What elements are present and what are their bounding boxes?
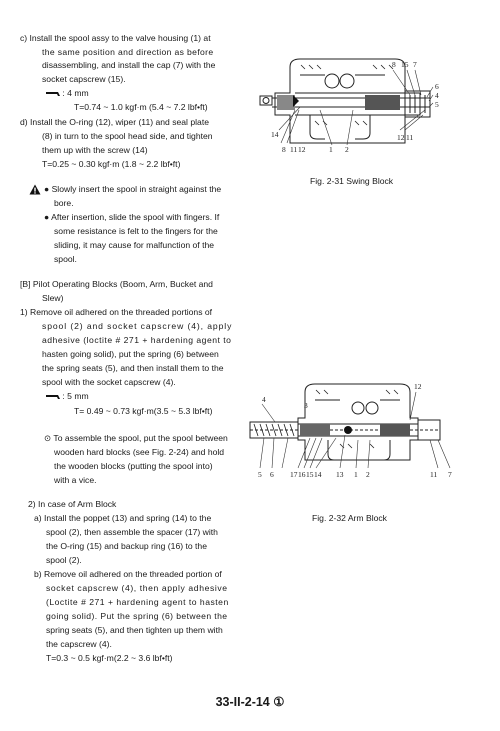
hex-wrench-icon — [46, 394, 60, 400]
torque-c: T=0.74 ~ 1.0 kgf·m (5.4 ~ 7.2 lbf•ft) — [74, 102, 208, 112]
swing-block-drawing — [255, 55, 450, 160]
torque-d: T=0.25 ~ 0.30 kgf·m (1.8 ~ 2.2 lbf•ft) — [42, 159, 181, 169]
wrench-spec-b1 — [46, 390, 89, 404]
b2-line6: b) Remove oil adhered on the threaded portion of — [34, 569, 222, 579]
b1-line6: spool with the socket capscrew (4). — [42, 377, 176, 387]
fig1-label-8b: 8 — [282, 145, 286, 154]
fig1-label-12b: 12 — [397, 133, 405, 142]
fig1-label-7: 7 — [413, 60, 417, 69]
b2-line10: spring seats (5), and then tighten up them with — [46, 625, 223, 635]
fig2-label-1: 1 — [354, 470, 358, 479]
step-c-line4: socket capscrew (15). — [42, 74, 126, 84]
arm-block-drawing — [240, 380, 465, 488]
wrench-size-b1: : 5 mm — [62, 391, 89, 401]
section-b-title-line1: [B] Pilot Operating Blocks (Boom, Arm, Bucket and — [20, 279, 213, 289]
b1-line1: 1) Remove oil adhered on the threaded portions of — [20, 307, 213, 317]
warn-line2: bore. — [54, 198, 74, 208]
b2-line4: the O-ring (15) and backup ring (16) to the — [46, 541, 207, 551]
warn-line5: sliding, it may cause for malfunction of the — [54, 240, 215, 250]
note-line1: ⊙ To assemble the spool, put the spool between — [44, 433, 228, 443]
fig2-label-16: 16 — [298, 470, 306, 479]
step-d-line1: d) Install the O-ring (12), wiper (11) and seal plate — [20, 117, 209, 127]
warn-line6: spool. — [54, 254, 77, 264]
fig1-label-11b: 11 — [406, 133, 414, 142]
step-c-line2: the same position and direction as before — [42, 47, 214, 57]
note-line3: the wooden blocks (putting the spool into) — [54, 461, 213, 471]
b2-line5: spool (2). — [46, 555, 82, 565]
fig1-label-5: 5 — [435, 100, 439, 109]
fig1-label-14: 14 — [271, 130, 279, 139]
step-d-line3: them up with the screw (14) — [42, 145, 148, 155]
fig1-label-4: 4 — [435, 91, 439, 100]
fig2-label-4: 4 — [262, 395, 266, 404]
note-line4: with a vice. — [54, 475, 97, 485]
warn-line4: some resistance is felt to the fingers for the — [54, 226, 218, 236]
fig1-caption: Fig. 2-31 Swing Block — [310, 176, 394, 186]
b2-line3: spool (2), then assemble the spacer (17) with — [46, 527, 218, 537]
fig2-caption: Fig. 2-32 Arm Block — [312, 513, 387, 523]
fig2-label-17: 17 — [290, 470, 298, 479]
torque-b2: T=0.3 ~ 0.5 kgf·m(2.2 ~ 3.6 lbf•ft) — [46, 653, 173, 663]
b2-line7: socket capscrew (4), then apply adhesive — [46, 583, 228, 593]
wrench-size-c: : 4 mm — [62, 88, 89, 98]
b1-line4: hasten going solid), put the spring (6) between — [42, 349, 219, 359]
fig1-label-8: 8 — [392, 60, 396, 69]
b2-line11: the capscrew (4). — [46, 639, 112, 649]
warn-line3: ● After insertion, slide the spool with fingers. If — [44, 212, 220, 222]
fig1-label-12: 12 — [298, 145, 306, 154]
fig2-label-15: 15 — [306, 470, 314, 479]
fig2-label-14: 14 — [314, 470, 322, 479]
fig1-label-1: 1 — [329, 145, 333, 154]
b1-line2: spool (2) and socket capscrew (4), apply — [42, 321, 233, 331]
section-b-title-line2: Slew) — [42, 293, 64, 303]
step-c-line3: disassembling, and install the cap (7) with the — [42, 60, 216, 70]
note-line2: wooden hard blocks (see Fig. 2-24) and hold — [54, 447, 225, 457]
fig2-label-2: 2 — [366, 470, 370, 479]
fig2-label-7: 7 — [448, 470, 452, 479]
torque-b1: T= 0.49 ~ 0.73 kgf·m(3.5 ~ 5.3 lbf•ft) — [74, 406, 213, 416]
fig2-label-3: 3 — [304, 401, 308, 410]
b2-line1: 2) In case of Arm Block — [28, 499, 117, 509]
warning-icon — [29, 184, 41, 195]
b2-line8: (Loctite # 271 + hardening agent to hasten — [46, 597, 229, 607]
b1-line3: adhesive (loctite # 271 + hardening agent to — [42, 335, 232, 345]
fig2-label-12: 12 — [414, 382, 422, 391]
wrench-spec-c — [46, 87, 89, 101]
fig1-label-6: 6 — [435, 82, 439, 91]
fig2-label-11: 11 — [430, 470, 438, 479]
step-d-line2: (8) in turn to the spool head side, and tighten — [42, 131, 213, 141]
hex-wrench-icon — [46, 91, 60, 97]
fig2-label-5: 5 — [258, 470, 262, 479]
b2-line2: a) Install the poppet (13) and spring (14) to the — [34, 513, 212, 523]
b1-line5: the spring seats (5), and then install them to the — [42, 363, 224, 373]
step-c-line1: c) Install the spool assy to the valve housing (1) at — [20, 33, 211, 43]
fig2-label-13: 13 — [336, 470, 344, 479]
fig1-label-2: 2 — [345, 145, 349, 154]
fig1-label-11: 11 — [290, 145, 298, 154]
fig2-label-6: 6 — [270, 470, 274, 479]
warn-line1: ● Slowly insert the spool in straight against the — [44, 184, 222, 194]
b2-line9: going solid). Put the spring (6) between the — [46, 611, 228, 621]
fig1-label-15: 15 — [401, 60, 409, 69]
page-number: 33-II-2-14 ① — [215, 695, 285, 709]
